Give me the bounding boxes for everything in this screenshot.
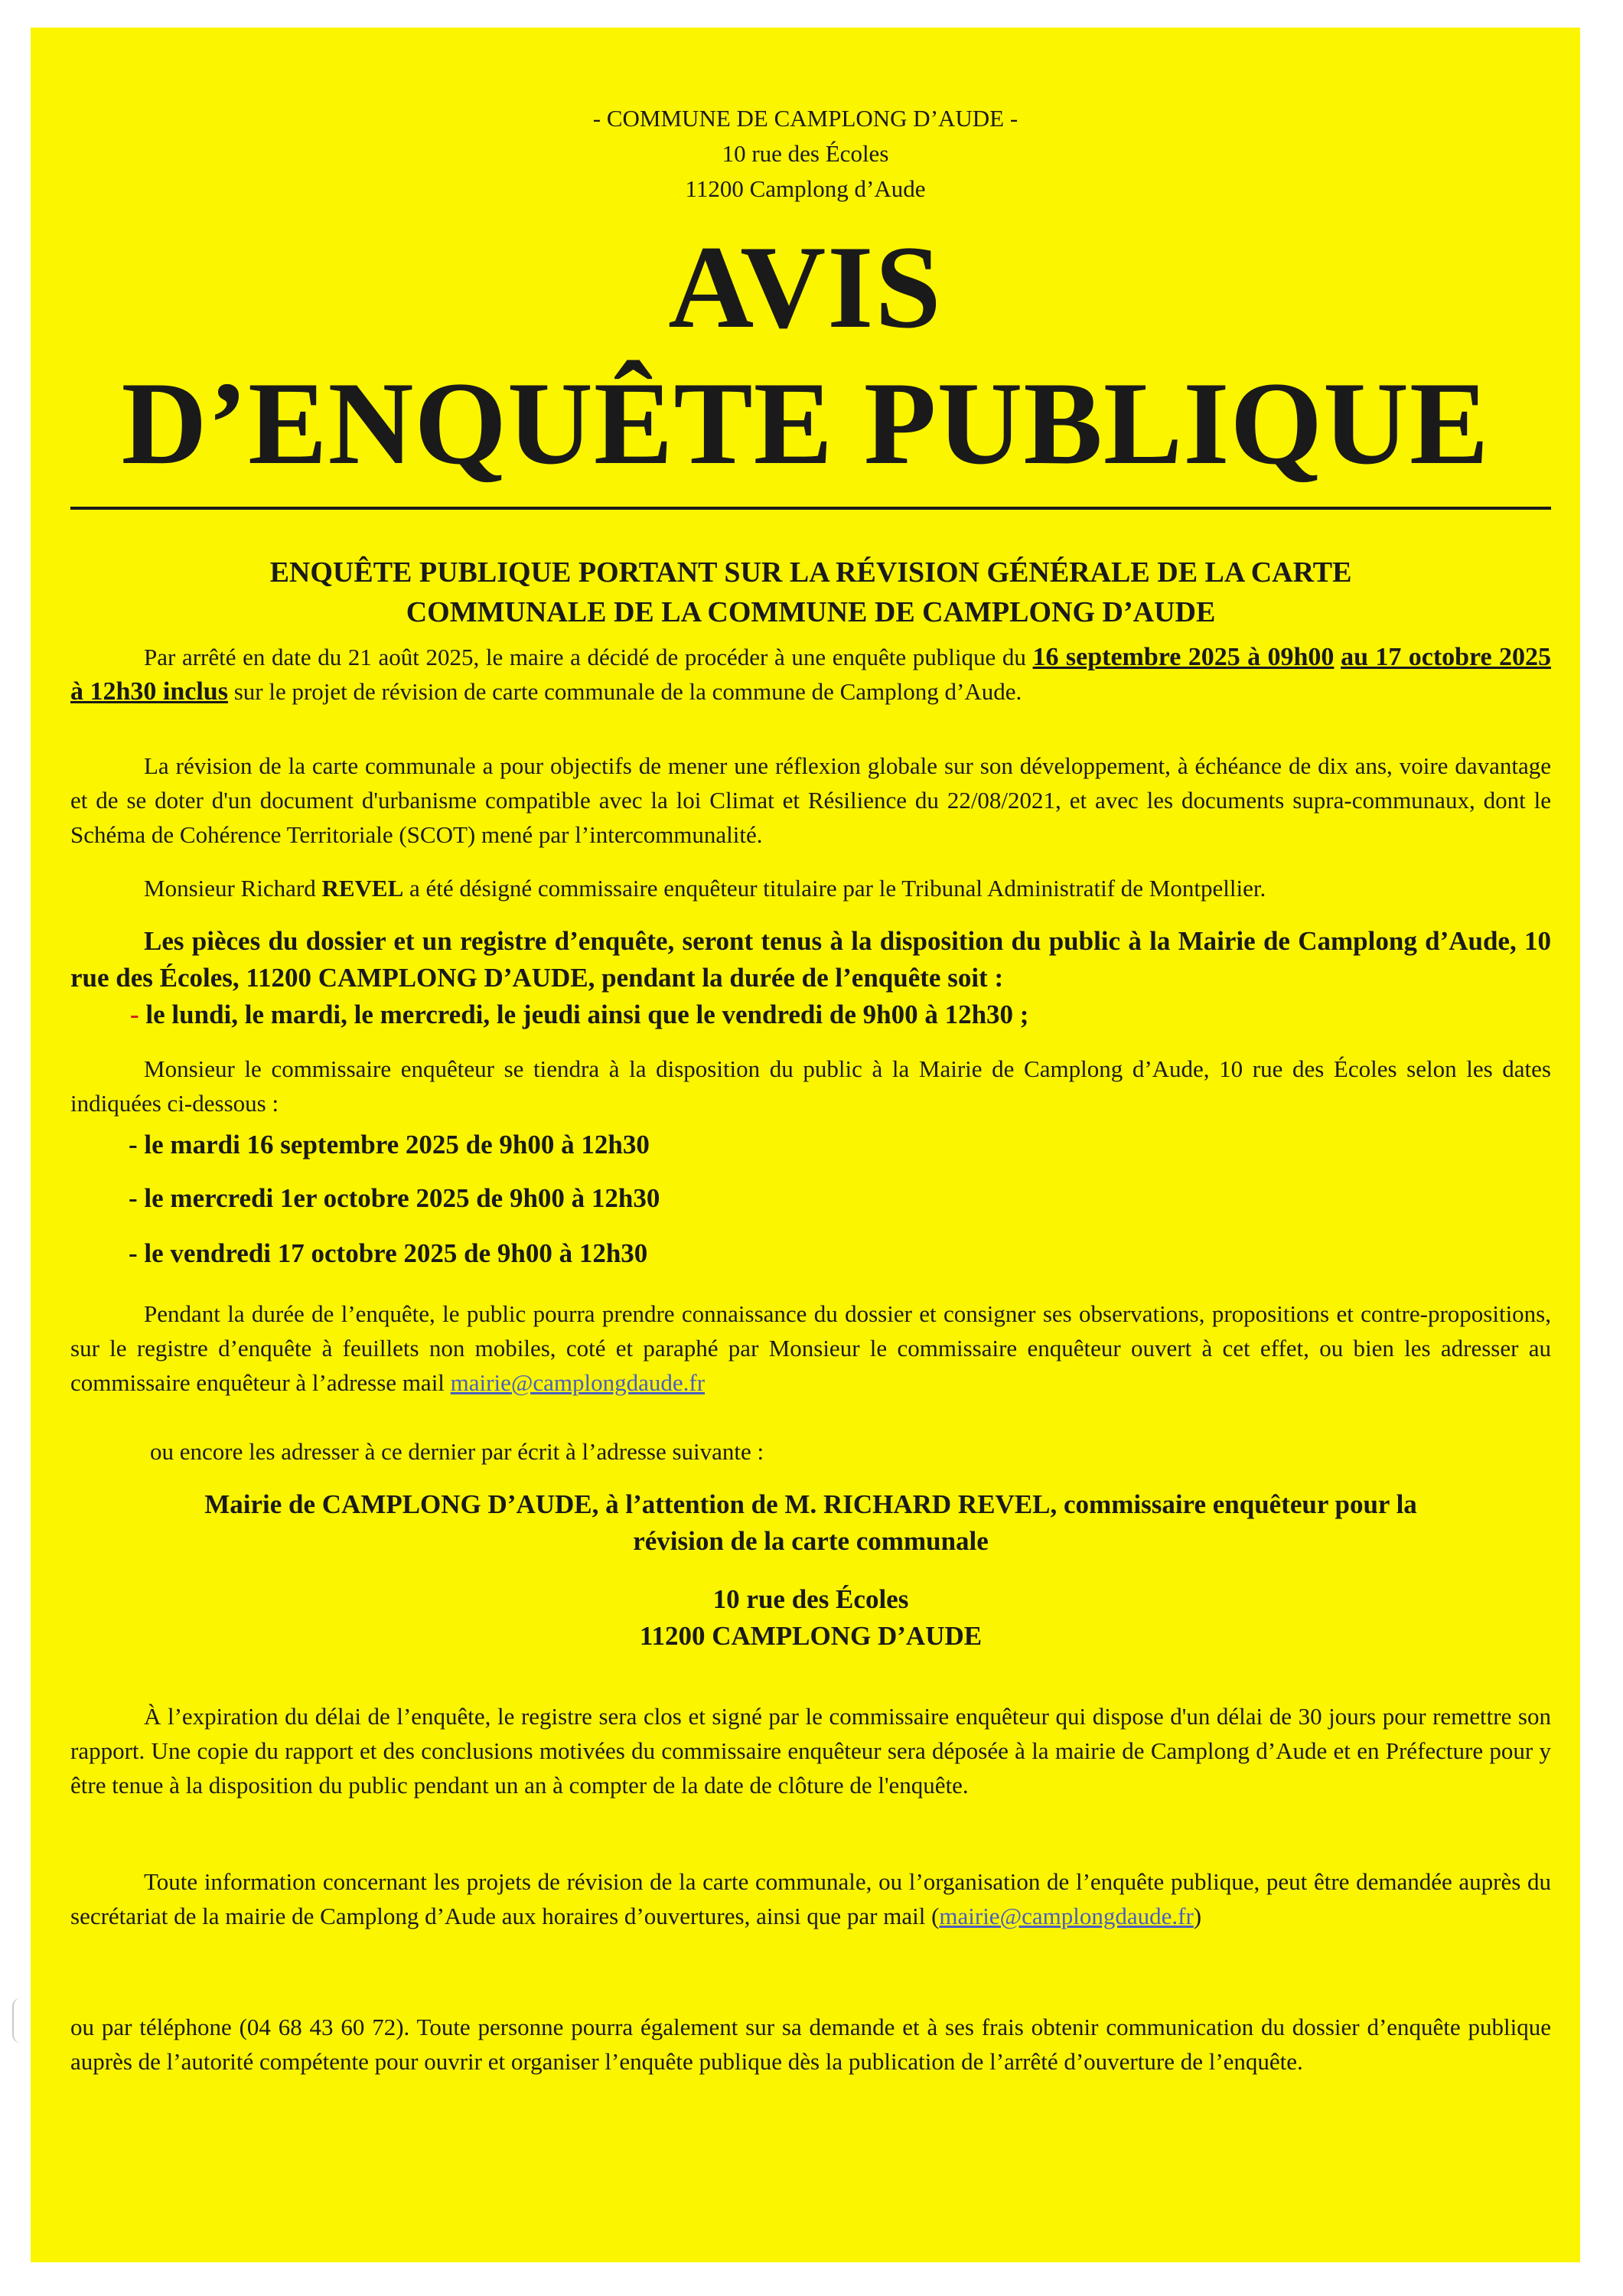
observations-text: Pendant la durée de l’enquête, le public pourra prendre connaissance du dossier et consigner ses observations, propositions et contre-propositions, sur le registre d’enquête à feuillets non mobiles, coté et paraphé par Monsieur le commissaire enquêteur ouvert à cet effet, ou bien les adresser au commissaire enquêteur à l’adresse mail (70, 1300, 1551, 1396)
title-enquete-publique: D’ENQUÊTE PUBLIQUE (121, 357, 1490, 489)
subtitle-line-1: ENQUÊTE PUBLIQUE PORTANT SUR LA RÉVISION GÉNÉRALE DE LA CARTE (269, 556, 1352, 589)
commissaire-name: REVEL (321, 875, 404, 902)
address-object: révision de la carte communale (633, 1526, 989, 1556)
arrete-text-a: Par arrêté en date du 21 août 2025, le maire a décidé de procéder à une enquête publique du (144, 644, 1033, 670)
commissaire-text-a: Monsieur Richard (144, 875, 322, 902)
address-street: 10 rue des Écoles (712, 1584, 909, 1614)
permanences-text: Monsieur le commissaire enquêteur se tiendra à la disposition du public à la Mairie de Camplong d’Aude, 10 rue des Écoles selon les dates indiquées ci-dessous : (70, 1055, 1551, 1117)
scan-mark (12, 1998, 21, 2043)
arrete-text-b: sur le projet de révision de carte communale de la commune de Camplong d’Aude. (227, 678, 1022, 705)
paragraph-permanences (70, 1052, 1551, 1120)
paren-open: ( (931, 1903, 940, 1929)
paragraph-information (70, 1864, 1551, 1933)
objectifs-text: La révision de la carte communale a pour objectifs de mener une réflexion globale sur son développement, à échéance de dix ans, voire davantage et de se doter d'un document d'urbanisme compatible avec la loi Climat et Résilience du 22/08/2021, et avec les documents supra-communaux, dont le Schéma de Cohérence Territoriale (SCOT) mené par l’intercommunalité. (70, 752, 1551, 848)
enquete-end-date: au 17 octobre 2025 à 12h30 inclus (70, 643, 1552, 706)
postal-address-block (70, 1486, 1551, 1655)
enquete-start-date: 16 septembre 2025 à 09h00 (1032, 643, 1335, 671)
paragraph-objectifs (70, 748, 1551, 852)
telephone-text: ou par téléphone (04 68 43 60 72). Toute personne pourra également sur sa demande et à ses frais obtenir communication du dossier d’enquête publique auprès de l’autorité compétente pour ouvrir et organiser l’enquête publique dès la publication de l’arrêté d’ouverture de l’enquête. (70, 2014, 1551, 2075)
email-link-2[interactable]: mairie@camplongdaude.fr (939, 1903, 1194, 1929)
permanence-date-1: - le mardi 16 septembre 2025 de 9h00 à 12h30 (129, 1130, 650, 1159)
dossier-text: Les pièces du dossier et un registre d’enquête, seront tenus à la disposition du public à la Mairie de Camplong d’Aude, 10 rue des Écoles, 11200 CAMPLONG D’AUDE, pendant la durée de l’enquête soit : (70, 926, 1551, 993)
email-link-1[interactable]: mairie@camplongdaude.fr (450, 1369, 706, 1396)
paragraph-commissaire (70, 871, 1551, 905)
information-text: Toute information concernant les projets de révision de la carte communale, ou l’organisation de l’enquête publique, peut être demandée auprès du secrétariat de la mairie de Camplong d’Aude aux horaires d’ouvertures, ainsi que par mail (70, 1868, 1551, 1929)
subtitle-line-2: COMMUNALE DE LA COMMUNE DE CAMPLONG D’AUDE (406, 596, 1216, 628)
paragraph-observations (70, 1296, 1551, 1400)
paren-close: ) (1193, 1903, 1202, 1929)
dossier-dash: - (130, 1000, 146, 1029)
permanence-date-3: - le vendredi 17 octobre 2025 de 9h00 à 12h30 (129, 1238, 648, 1268)
paragraph-dossier (70, 923, 1551, 1033)
permanence-date-2: - le mercredi 1er octobre 2025 de 9h00 à 12h30 (129, 1183, 660, 1213)
dossier-days: le lundi, le mardi, le mercredi, le jeudi ainsi que le vendredi de 9h00 à 12h30 ; (145, 1000, 1029, 1029)
paragraph-expiration (70, 1699, 1551, 1802)
title-divider (70, 507, 1551, 510)
paragraph-telephone (70, 2010, 1551, 2079)
commune-city: 11200 Camplong d’Aude (685, 175, 926, 202)
commissaire-text-b: a été désigné commissaire enquêteur titulaire par le Tribunal Administratif de Montpellier. (403, 875, 1266, 902)
commune-name: - COMMUNE DE CAMPLONG D’AUDE - (592, 105, 1018, 132)
address-recipient: Mairie de CAMPLONG D’AUDE, à l’attention de M. RICHARD REVEL, commissaire enquêteur pour la (204, 1489, 1417, 1519)
commune-header (31, 101, 1580, 207)
title-avis: AVIS (668, 221, 943, 353)
paragraph-courrier (70, 1434, 1551, 1469)
address-city: 11200 CAMPLONG D’AUDE (639, 1621, 983, 1651)
expiration-text: À l’expiration du délai de l’enquête, le registre sera clos et signé par le commissaire enquêteur qui dispose d'un délai de 30 jours pour remettre son rapport. Une copie du rapport et des conclusions motivées du commissaire enquêteur sera déposée à la mairie de Camplong d’Aude et en Préfecture pour y être tenue à la disposition du public pendant un an à compter de la date de clôture de l'enquête. (70, 1703, 1551, 1799)
notice-sheet (31, 28, 1580, 2262)
paragraph-arrete (70, 640, 1551, 709)
gap (1334, 644, 1341, 670)
notice-subtitle (70, 553, 1551, 632)
commune-street: 10 rue des Écoles (722, 140, 889, 167)
courrier-text: ou encore les adresser à ce dernier par écrit à l’adresse suivante : (150, 1438, 764, 1465)
